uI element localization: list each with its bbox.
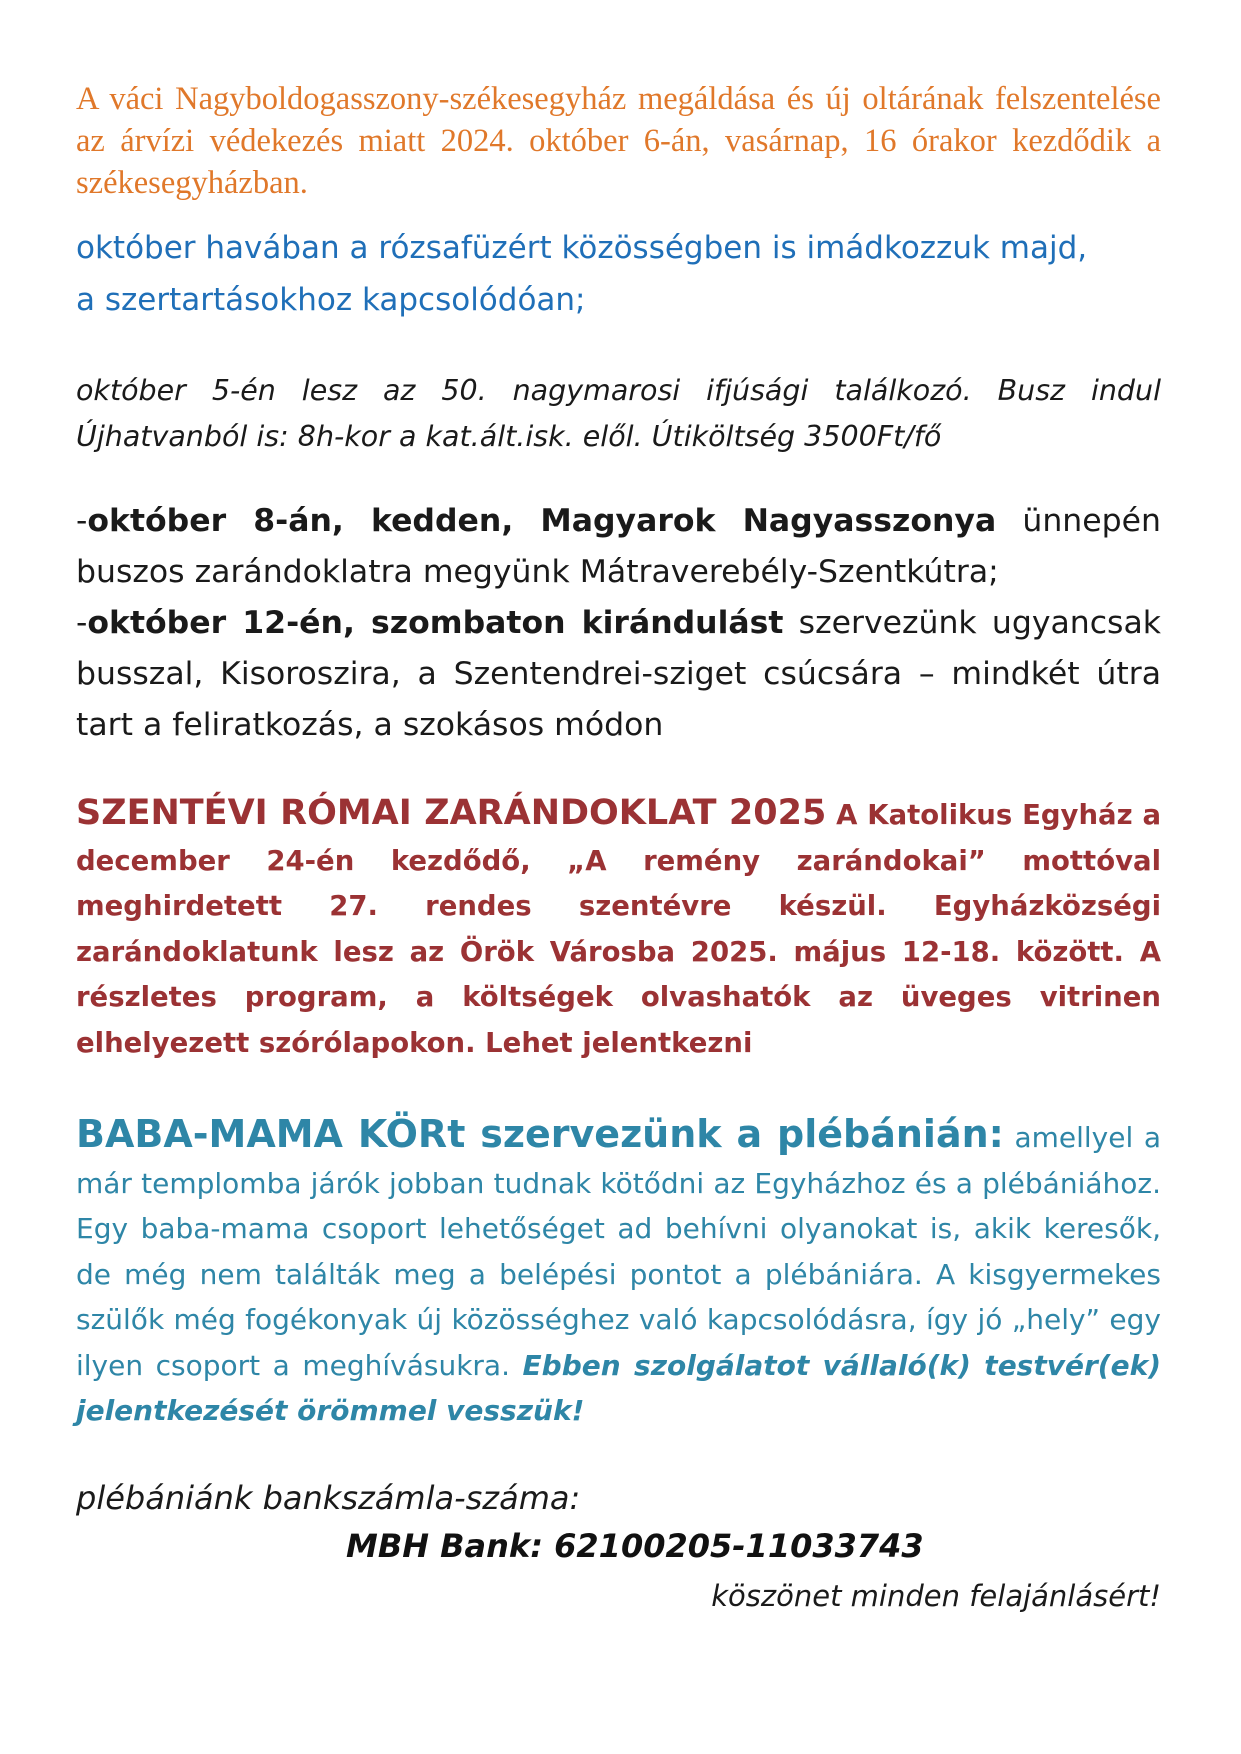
pilgrimage-notice <box>76 791 1161 1066</box>
cathedral-notice: A váci Nagyboldogasszony-székesegyház megáldása és új oltárának felszentelése az árvízi védekezés miatt 2024. október 6-án, vasárnap, 16 órakor kezdődik a székesegyházban. <box>76 81 1161 201</box>
pilgrimage-body: A Katolikus Egyház a december 24-én kezdődő, „A remény zarándokai” mottóval meghirdetett 27. rendes szentévre készül. Egyházközségi zarándoklatunk lesz az Örök Városba 2025. május 12-18. között. A részletes program, a költségek olvashatók az üveges vitrinen elhelyezett szórólapokon. Lehet jelentkezni <box>76 799 1162 1059</box>
rosary-line-2: a szertartásokhoz kapcsolódóan; <box>76 282 586 318</box>
trip-item-1 <box>76 496 1161 598</box>
youth-meeting-notice <box>76 368 1161 460</box>
rosary-line-1: október havában a rózsafüzért közösségben is imádkozzuk majd, <box>76 230 1088 266</box>
bank-label: plébániánk bankszámla-száma: <box>76 1478 581 1517</box>
baby-group-call: Ebben szolgálatot vállaló(k) testvér(ek) jelentkezését örömmel vesszük! <box>76 1348 1161 1427</box>
trip-text-1: ünnepén buszos zarándoklatra megyünk Mátraverebély-Szentkútra; <box>76 503 1161 590</box>
trip-text-2: szervezünk ugyancsak busszal, Kisoroszira, a Szentendrei-sziget csúcsára – mindkét útra tart a feliratkozás, a szokásos módon <box>76 605 1162 743</box>
trip-date-1: október 8-án, kedden, Magyarok Nagyasszonya <box>87 503 997 539</box>
pilgrimage-heading: SZENTÉVI RÓMAI ZARÁNDOKLAT 2025 <box>76 793 827 833</box>
trip-dash-1: - <box>76 503 88 539</box>
thanks-note: köszönet minden felajánlásért! <box>711 1578 1161 1613</box>
trip-item-2 <box>76 598 1161 751</box>
baby-group-body: amellyel a már templomba járók jobban tudnak kötődni az Egyházhoz és a plébániához. Egy baba-mama csoport lehetőséget ad behívni olyanokat is, akik keresők, de még nem találták meg a belépési pontot a plébániára. A kisgyermekes szülők még fogékonyak új közösséghez való kapcsolódásra, így jó „hely” egy ilyen csoport a meghívásukra. <box>76 1121 1161 1382</box>
rosary-notice <box>76 222 1161 326</box>
trip-dash-2: - <box>76 605 88 641</box>
youth-line-2: Újhatvanból is: 8h-kor a kat.ált.isk. elől. Útiköltség 3500Ft/fő <box>76 420 942 453</box>
trips-notice <box>76 496 1161 751</box>
bank-account: MBH Bank: 62100205-11033743 <box>346 1526 924 1565</box>
baby-group-heading: BABA-MAMA KÖRt szervezünk a plébánián: <box>76 1112 1004 1156</box>
baby-group-notice <box>76 1112 1161 1434</box>
trip-date-2: október 12-én, szombaton kirándulást <box>87 605 784 641</box>
youth-line-1: október 5-én lesz az 50. nagymarosi ifjúsági találkozó. Busz indul <box>76 374 1161 407</box>
notice-page <box>76 78 1161 1620</box>
